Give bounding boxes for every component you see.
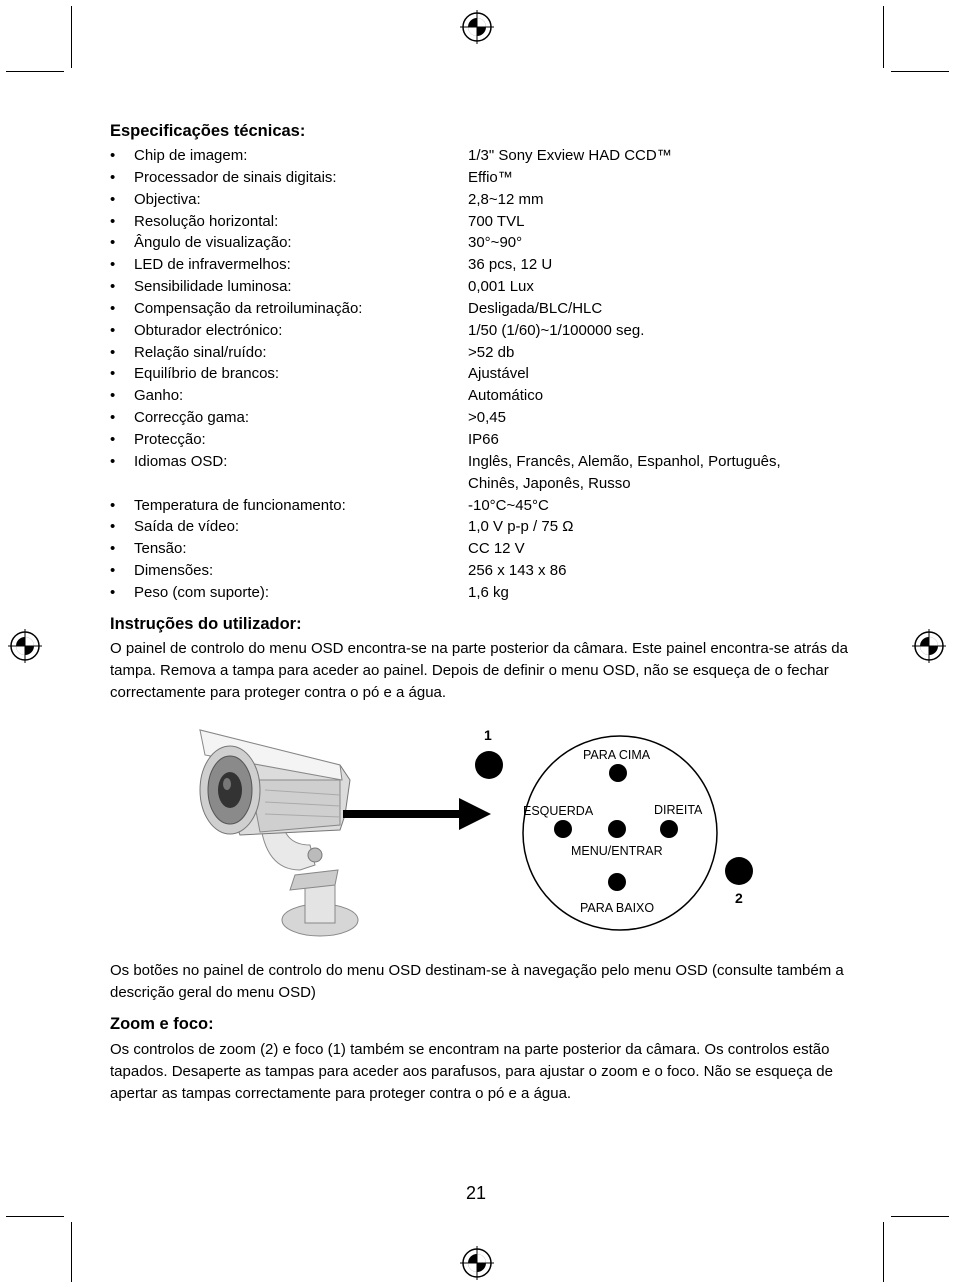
spec-label: Resolução horizontal:: [134, 212, 279, 230]
registration-mark-icon: [460, 1246, 494, 1280]
spec-row: • Ângulo de visualização: 30°~90°: [110, 232, 870, 254]
spec-label: LED de infravermelhos:: [134, 256, 291, 274]
spec-value: 1,6 kg: [468, 583, 509, 601]
right-label: DIREITA: [654, 803, 703, 817]
spec-label: Ganho:: [134, 387, 184, 405]
spec-row: • Peso (com suporte): 1,6 kg: [110, 582, 870, 604]
crop-mark: [891, 1216, 949, 1217]
spec-label: Ângulo de visualização:: [134, 234, 292, 252]
spec-value: 700 TVL: [468, 212, 525, 230]
up-label: PARA CIMA: [583, 748, 651, 762]
spec-row: • Correcção gama: >0,45: [110, 407, 870, 429]
spec-row: • Compensação da retroiluminação: Desligada/BLC/HLC: [110, 298, 870, 320]
spec-row: • Obturador electrónico: 1/50 (1/60)~1/100000 seg.: [110, 320, 870, 342]
spec-value: Ajustável: [468, 365, 529, 383]
spec-label: Temperatura de funcionamento:: [134, 496, 346, 514]
down-label: PARA BAIXO: [580, 901, 655, 915]
spec-value: Effio™: [468, 168, 513, 186]
spec-label: Compensação da retroiluminação:: [134, 299, 363, 317]
spec-label: Peso (com suporte):: [134, 583, 270, 601]
spec-row: • Temperatura de funcionamento: -10°C~45°C: [110, 495, 870, 517]
spec-label: Processador de sinais digitais:: [134, 168, 337, 186]
crop-mark: [883, 6, 884, 68]
spec-value: Desligada/BLC/HLC: [468, 299, 603, 317]
spec-label: Correcção gama:: [134, 409, 250, 427]
spec-row: • LED de infravermelhos: 36 pcs, 12 U: [110, 254, 870, 276]
arrow-icon: [343, 798, 491, 830]
spec-value: 2,8~12 mm: [468, 190, 544, 208]
spec-label: Sensibilidade luminosa:: [134, 278, 292, 296]
spec-value: 1/50 (1/60)~1/100000 seg.: [468, 321, 645, 339]
left-button: [554, 820, 572, 838]
focus-knob: [475, 751, 503, 779]
crop-mark: [6, 1216, 64, 1217]
spec-value: >0,45: [468, 409, 506, 427]
registration-mark-icon: [912, 629, 946, 663]
spec-label: Saída de vídeo:: [134, 518, 240, 536]
crop-mark: [891, 71, 949, 72]
instructions-text: O painel de controlo do menu OSD encontra-se na parte posterior da câmara. Este painel encontra-se atrás da tampa. Remova a tampa para aceder ao painel. Depois de definir o menu OSD, não se esqueça de o fechar correctamente para proteger contra o pó e a água.: [110, 640, 848, 701]
zoom-title: Zoom e foco:: [110, 1015, 214, 1033]
spec-value: CC 12 V: [468, 540, 525, 558]
menu-button: [608, 820, 626, 838]
registration-mark-icon: [460, 10, 494, 44]
menu-label: MENU/ENTRAR: [571, 844, 663, 858]
spec-label: Protecção:: [134, 430, 206, 448]
spec-row: • Equilíbrio de brancos: Ajustável: [110, 363, 870, 385]
specs-list: [110, 145, 870, 604]
spec-value: 1,0 V p-p / 75 Ω: [468, 518, 574, 536]
spec-value: 256 x 143 x 86: [468, 562, 567, 580]
camera-illustration: [190, 720, 360, 945]
spec-row: • Resolução horizontal: 700 TVL: [110, 211, 870, 233]
spec-row: • Tensão: CC 12 V: [110, 538, 870, 560]
spec-value: Automático: [468, 387, 544, 405]
zoom-text: Os controlos de zoom (2) e foco (1) também se encontram na parte posterior da câmara. Os controlos estão tapados. Desaperte as tampas para aceder aos parafusos, para ajustar o zoom e o foco. Não se esqueça de apertar as tampas correctamente para proteger contra o pó e a água.: [110, 1041, 833, 1102]
spec-label: Equilíbrio de brancos:: [134, 365, 280, 383]
crop-mark: [71, 6, 72, 68]
zoom-knob: [725, 857, 753, 885]
spec-row: • Ganho: Automático: [110, 385, 870, 407]
navigation-text: Os botões no painel de controlo do menu OSD destinam-se à navegação pelo menu OSD (consulte também a descrição geral do menu OSD): [110, 962, 844, 1001]
spec-value: >52 db: [468, 343, 515, 361]
spec-row: • Relação sinal/ruído: >52 db: [110, 342, 870, 364]
spec-label: Chip de imagem:: [134, 147, 248, 164]
spec-label: Relação sinal/ruído:: [134, 343, 267, 361]
spec-label: Idiomas OSD:: [134, 452, 228, 470]
spec-label: Objectiva:: [134, 190, 201, 208]
right-button: [660, 820, 678, 838]
spec-label: Obturador electrónico:: [134, 321, 283, 339]
spec-row: • Chip de imagem: 1/3" Sony Exview HAD CCD™: [110, 145, 870, 167]
instructions-title: Instruções do utilizador:: [110, 615, 302, 633]
registration-mark-icon: [8, 629, 42, 663]
spec-value: -10°C~45°C: [468, 496, 549, 514]
specs-title: Especificações técnicas:: [110, 122, 306, 140]
spec-value: 1/3" Sony Exview HAD CCD™: [468, 147, 672, 164]
spec-row: • Dimensões: 256 x 143 x 86: [110, 560, 870, 582]
spec-row: • Saída de vídeo: 1,0 V p-p / 75 Ω: [110, 516, 870, 538]
spec-value: 36 pcs, 12 U: [468, 256, 553, 274]
up-button: [609, 764, 627, 782]
focus-label: 1: [484, 727, 492, 743]
spec-value: Inglês, Francês, Alemão, Espanhol, Português, Chinês, Japonês, Russo: [468, 452, 781, 492]
spec-value: 0,001 Lux: [468, 278, 534, 296]
page-number: 21: [466, 1183, 487, 1203]
spec-value: 30°~90°: [468, 234, 523, 252]
crop-mark: [6, 71, 64, 72]
crop-mark: [883, 1222, 884, 1282]
crop-mark: [71, 1222, 72, 1282]
spec-row: • Processador de sinais digitais: Effio™: [110, 167, 870, 189]
down-button: [608, 873, 626, 891]
left-label: ESQUERDA: [523, 804, 594, 818]
spec-value: IP66: [468, 430, 499, 448]
spec-row: • Protecção: IP66: [110, 429, 870, 451]
spec-row: • Idiomas OSD: Inglês, Francês, Alemão, Espanhol, Português, Chinês, Japonês, Russo: [110, 451, 870, 495]
spec-label: Tensão:: [134, 540, 187, 558]
spec-label: Dimensões:: [134, 562, 214, 580]
zoom-label: 2: [735, 890, 743, 906]
spec-row: • Sensibilidade luminosa: 0,001 Lux: [110, 276, 870, 298]
spec-row: • Objectiva: 2,8~12 mm: [110, 189, 870, 211]
